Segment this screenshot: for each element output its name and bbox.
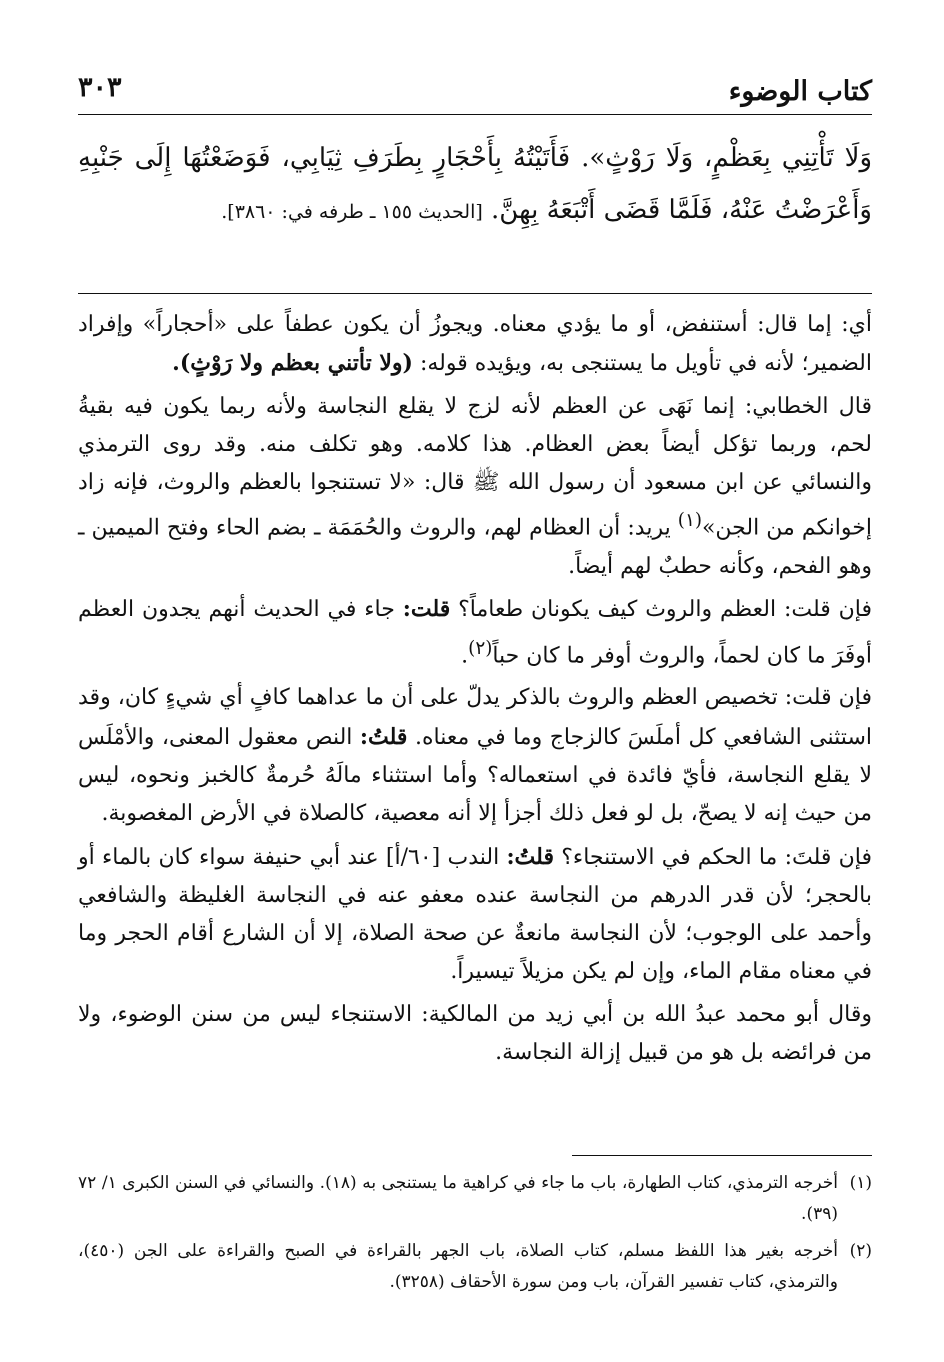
commentary-paragraph-3: [78, 590, 872, 675]
hadith-text-block: [78, 132, 872, 238]
commentary: [78, 306, 872, 1076]
answer-text: الندب [٦٠/أ] عند أبي حنيفة سواء كان بالماء أو بالحجر؛ لأن قدر الدرهم من النجاسة عنده معفو عنه في النجاسة الغليظة والشافعي وأحمد على الوجوب؛ لأن النجاسة مانعةٌ عن صحة الصلاة، إلا أن الشارع أقام الحجر وما في معناه مقام الماء، وإن لم يكن مزيلاً تيسيراً.: [78, 844, 872, 985]
footnote-number: (١): [849, 1173, 872, 1193]
page-number: ٣٠٣: [78, 72, 122, 103]
commentary-paragraph-6: [78, 996, 872, 1073]
footnote-1: [78, 1168, 872, 1230]
answer-text: جاء في الحديث أنهم يجدون العظم أوفَرَ ما كان لحماً، والروث أوفر ما كان حباً: [78, 597, 872, 669]
answer-text: النص معقول المعنى، والأمْلَس لا يقلع النجاسة، فأيّ فائدة في استعماله؟ وأما استثناء مالَهُ حُرمةٌ كالخبز ونحوه، ليس من حيث إنه لا يصحّ، بل لو فعل ذلك أجزأ إلا أنه معصية، كالصلاة في الأرض المغصوبة.: [78, 724, 872, 827]
section-divider: [78, 293, 872, 294]
paragraph-end: .: [461, 643, 469, 669]
footnote-marker-1[interactable]: (١): [677, 510, 702, 532]
answer-marker: قلتُ:: [359, 723, 408, 750]
footnote-text: أخرجه بغير هذا اللفظ مسلم، كتاب الصلاة، باب الجهر بالقراءة في الصبح والقراءة على الجن (٤٥٠)، والترمذي، كتاب تفسير القرآن، باب ومن سورة الأحقاف (٣٢٥٨).: [78, 1241, 838, 1292]
footnote-text: أخرجه الترمذي، كتاب الطهارة، باب ما جاء في كراهية ما يستنجى به (١٨). والنسائي في السنن الكبرى ١/ ٧٢ (٣٩).: [78, 1173, 838, 1224]
question-text: فإن قلت: العظم والروث كيف يكونان طعاماً؟: [458, 597, 872, 623]
footnote-2: [78, 1236, 872, 1298]
paragraph-text: قال الخطابي: إنما نَهَى عن العظم لأنه لزج لا يقلع النجاسة ولأنه ربما يكون فيه بقيةُ لحم، وربما تؤكل أيضاً بعض العظام. هذا كلامه. وهو تكلف منه. وقد روى الترمذي والنسائي عن ابن مسعود أن رسول الله ﷺ قال: «لا تستنجوا بالعظم والروث، فإنه زاد إخوانكم من الجن»: [78, 393, 873, 541]
commentary-paragraph-2: [78, 388, 872, 587]
commentary-paragraph-1: [78, 306, 872, 384]
footnotes: [78, 1168, 872, 1304]
chapter-title: كتاب الوضوء: [728, 76, 872, 107]
footnote-number: (٢): [849, 1241, 872, 1261]
hadith-text: وَلَا تَأْتِنِي بِعَظْمٍ، وَلَا رَوْثٍ». فَأَتَيْتُهُ بِأَحْجَارٍ بِطَرَفِ ثِيَابِي، فَوَضَعْتُهَا إِلَى جَنْبِهِ وَأَعْرَضْتُ عَنْهُ، فَلَمَّا قَضَى أَتْبَعَهُ بِهِنَّ.: [78, 143, 872, 225]
commentary-paragraph-4: [78, 679, 872, 833]
paragraph-text-continued: يريد: أن العظام لهم، والروث والحُمَمَة ـ بضم الحاء وفتح الميمين ـ وهو الفحم، وكأنه حطبٌ لهم أيضاً.: [78, 515, 872, 580]
answer-marker: قلتُ:: [506, 843, 554, 870]
question-text: فإن قلتَ: ما الحكم في الاستنجاء؟: [561, 844, 872, 870]
paragraph-text: أي: إما قال: أستنفض، أو ما يؤدي معناه. ويجوزُ أن يكون عطفاً على «أحجاراً» وإفراد الضمير؛ لأنه في تأويل ما يستنجى به، ويؤيده قوله:: [78, 312, 872, 377]
answer-marker: قلت:: [402, 596, 451, 623]
running-header: [78, 70, 872, 115]
question-text: فإن قلت: تخصيص العظم والروث بالذكر يدلّ على أن ما عداهما كافٍ أي شيءٍ كان، وقد استثنى الشافعي كل أملَسَ كالزجاج وما في معناه.: [78, 685, 872, 750]
footnote-divider: [572, 1155, 872, 1156]
hadith-reference: [الحديث ١٥٥ ـ طرفه في: ٣٨٦٠].: [221, 201, 483, 223]
paragraph-text: وقال أبو محمد عبدُ الله بن أبي زيد من المالكية: الاستنجاء ليس من سنن الوضوء، ولا من فرائضه بل هو من قبيل إزالة النجاسة.: [78, 1001, 872, 1065]
hadith-quote: (ولا تأتني بعظم ولا رَوْثٍ).: [172, 350, 413, 377]
commentary-paragraph-5: [78, 838, 872, 992]
footnote-marker-2[interactable]: (٢): [468, 637, 493, 659]
